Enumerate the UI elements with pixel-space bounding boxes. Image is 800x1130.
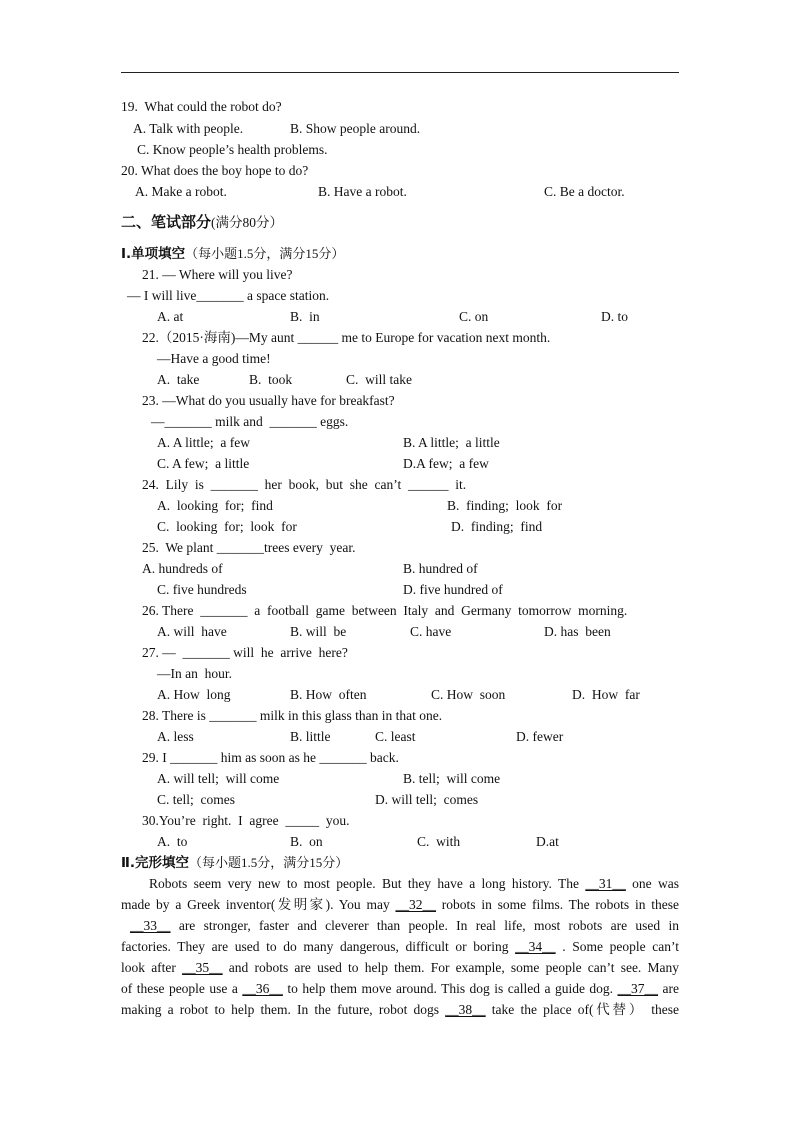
blank-33: __33__ xyxy=(130,918,171,933)
question-29: 29. I _______ him as soon as he _______ back. xyxy=(142,750,399,765)
cloze-line-6: of these people use a __36__ to help them move around. This dog is called a guide dog. __37__ are xyxy=(121,981,679,996)
question-21-line2: — I will live_______ a space station. xyxy=(127,288,330,303)
blank-35: __35__ xyxy=(182,960,223,975)
q26-option-a: A. will have xyxy=(157,624,227,639)
q23-option-c: C. A few; a little xyxy=(157,456,250,471)
section-1-heading xyxy=(121,246,344,262)
question-22-line2: —Have a good time! xyxy=(157,351,271,366)
question-30: 30.You’re right. I agree _____ you. xyxy=(142,813,350,828)
q26-option-d: D. has been xyxy=(544,624,611,639)
q23-option-d: D.A few; a few xyxy=(403,456,489,471)
blank-31: __31__ xyxy=(585,876,626,891)
cloze-line-3: __33__ are stronger, faster and cleverer than people. In real life, most robots are used in xyxy=(130,918,679,933)
question-19: 19. What could the robot do? xyxy=(121,99,282,114)
q24-option-d: D. finding; find xyxy=(451,519,543,534)
q21-option-d: D. to xyxy=(601,309,628,324)
q26-option-b: B. will be xyxy=(290,624,347,639)
q25-option-d: D. five hundred of xyxy=(403,582,503,597)
q30-option-c: C. with xyxy=(417,834,461,849)
written-score: (满分80分） xyxy=(211,215,284,230)
blank-37: __37__ xyxy=(617,981,659,996)
question-22: 22.（2015·海南)—My aunt ______ me to Europe for vacation next month. xyxy=(142,330,551,345)
written-title: 二、笔试部分 xyxy=(121,213,212,231)
q20-option-b: B. Have a robot. xyxy=(318,184,407,199)
q29-option-b: B. tell; will come xyxy=(403,771,501,786)
q24-option-a: A. looking for; find xyxy=(157,498,273,513)
question-27-line2: —In an hour. xyxy=(157,666,232,681)
q23-option-b: B. A little; a little xyxy=(403,435,500,450)
q25-option-b: B. hundred of xyxy=(403,561,478,576)
question-20: 20. What does the boy hope to do? xyxy=(121,163,309,178)
q20-option-c: C. Be a doctor. xyxy=(544,184,625,199)
q24-option-c: C. looking for; look for xyxy=(157,519,297,534)
written-part-heading xyxy=(121,214,283,231)
q22-option-a: A. take xyxy=(157,372,200,387)
q27-option-b: B. How often xyxy=(290,687,367,702)
q27-option-a: A. How long xyxy=(157,687,231,702)
blank-36: __36__ xyxy=(242,981,283,996)
q19-option-c: C. Know people’s health problems. xyxy=(137,142,328,157)
question-23: 23. —What do you usually have for breakfast? xyxy=(142,393,395,408)
q28-option-d: D. fewer xyxy=(516,729,564,744)
cloze-line-4: factories. They are used to do many dangerous, difficult or boring __34__ . Some people can’t xyxy=(121,939,679,954)
header-rule xyxy=(121,72,679,73)
q28-option-c: C. least xyxy=(375,729,416,744)
question-21: 21. — Where will you live? xyxy=(142,267,293,282)
q21-option-a: A. at xyxy=(157,309,184,324)
q27-option-c: C. How soon xyxy=(431,687,506,702)
q28-option-b: B. little xyxy=(290,729,331,744)
blank-34: __34__ xyxy=(515,939,556,954)
section-2-score: （每小题1.5分，满分15分） xyxy=(189,855,349,870)
cloze-line-7: making a robot to help them. In the future, robot dogs __38__ take the place of(代替） these xyxy=(121,1002,679,1017)
q29-option-c: C. tell; comes xyxy=(157,792,235,807)
question-26: 26. There _______ a football game between Italy and Germany tomorrow morning. xyxy=(142,603,628,618)
q25-option-c: C. five hundreds xyxy=(157,582,247,597)
q22-option-c: C. will take xyxy=(346,372,412,387)
cloze-line-2: made by a Greek inventor(发明家). You may __32__ robots in some films. The robots in these xyxy=(121,897,680,912)
q21-option-b: B. in xyxy=(290,309,320,324)
question-25: 25. We plant _______trees every year. xyxy=(142,540,356,555)
cloze-line-1: Robots seem very new to most people. But they have a long history. The __31__ one was xyxy=(149,876,679,891)
q22-option-b: B. took xyxy=(249,372,293,387)
q21-option-c: C. on xyxy=(459,309,489,324)
question-24: 24. Lily is _______ her book, but she can’t ______ it. xyxy=(142,477,467,492)
q30-option-b: B. on xyxy=(290,834,323,849)
blank-32: __32__ xyxy=(395,897,436,912)
q24-option-b: B. finding; look for xyxy=(447,498,563,513)
question-28: 28. There is _______ milk in this glass than in that one. xyxy=(142,708,443,723)
section-2-title: Ⅱ.完形填空 xyxy=(121,855,190,871)
q19-option-b: B. Show people around. xyxy=(290,121,421,136)
q25-option-a: A. hundreds of xyxy=(142,561,223,576)
q30-option-a: A. to xyxy=(157,834,188,849)
section-1-score: （每小题1.5分，满分15分） xyxy=(185,246,345,261)
q29-option-a: A. will tell; will come xyxy=(157,771,280,786)
section-1-title: Ⅰ.单项填空 xyxy=(121,246,186,262)
q30-option-d: D.at xyxy=(536,834,559,849)
q29-option-d: D. will tell; comes xyxy=(375,792,479,807)
blank-38: __38__ xyxy=(445,1002,486,1017)
q20-option-a: A. Make a robot. xyxy=(135,184,227,199)
question-27: 27. — _______ will he arrive here? xyxy=(142,645,348,660)
q28-option-a: A. less xyxy=(157,729,194,744)
q19-option-a: A. Talk with people. xyxy=(133,121,244,136)
question-23-line2: —_______ milk and _______ eggs. xyxy=(151,414,349,429)
q23-option-a: A. A little; a few xyxy=(157,435,250,450)
cloze-line-5: look after __35__ and robots are used to help them. For example, some people can’t see. Many xyxy=(121,960,679,975)
q27-option-d: D. How far xyxy=(572,687,640,702)
section-2-heading xyxy=(121,855,348,871)
q26-option-c: C. have xyxy=(410,624,452,639)
